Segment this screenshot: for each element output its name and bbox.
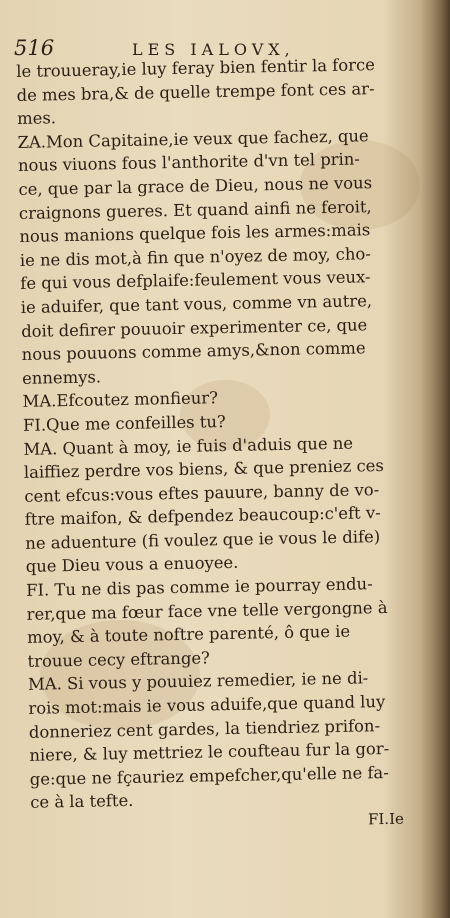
text-line: ge:que ne fçauriez empefcher,qu'elle ne fa- (29, 762, 389, 789)
text-line: trouue cecy eftrange? (27, 648, 211, 671)
body-text (16, 52, 430, 815)
text-line: craignons gueres. Et quand ainfi ne feroit, (18, 196, 372, 223)
text-line: cent efcus:vous eftes pauure, banny de vo- (24, 479, 380, 506)
text-line: de mes bra,& de quelle trempe font ces ar- (16, 78, 375, 105)
catchword: FI.Ie (367, 809, 405, 829)
running-head: LES IALOVX, (132, 40, 295, 59)
text-line: doit defirer pouuoir experimenter ce, que (21, 314, 368, 341)
text-line: MA. Si vous y pouuiez remedier, ie ne di- (27, 668, 369, 695)
text-line: ie aduifer, que tant vous, comme vn autre, (20, 291, 373, 317)
text-line: niere, & luy mettriez le coufteau fur la gor- (29, 739, 390, 766)
text-line: ie ne dis mot,à fin que n'oyez de moy, cho- (19, 243, 371, 270)
text-line: ennemys. (21, 367, 102, 388)
text-line: rois mot:mais ie vous aduife,que quand luy (28, 692, 386, 718)
text-line: ce, que par la grace de Dieu, nous ne vous (18, 173, 373, 199)
text-line: ftre maifon, & defpendez beaucoup:c'eft v- (24, 503, 381, 530)
text-line: laiffiez perdre vos biens, & que preniez ces (23, 456, 384, 483)
text-line: ne aduenture (fi voulez que ie vous le dife) (25, 526, 381, 553)
page-number: 516 (14, 36, 55, 60)
text-line: ce à la tefte. (30, 791, 134, 813)
text-line: le trouueray,ie luy feray bien fentir la force (16, 55, 376, 81)
text-line: donneriez cent gardes, la tiendriez prifon- (28, 715, 381, 742)
text-line: nous manions quelque fois les armes:mais (19, 220, 371, 247)
text-line: mes. (16, 108, 57, 129)
text-line: rer,que ma fœur face vne telle vergongne à (26, 597, 388, 624)
text-line: fe qui vous defplaife:feulement vous veux- (20, 267, 371, 294)
text-line: nous pouuons comme amys,&non comme (21, 338, 366, 365)
text-line: moy, & à toute noftre parenté, ô que ie (26, 621, 351, 648)
text-line: MA.Efcoutez monfieur? (22, 388, 219, 412)
text-line: ZA.Mon Capitaine,ie veux que fachez, que (17, 126, 369, 152)
text-line: que Dieu vous a enuoyee. (25, 553, 239, 577)
text-line: nous viuons fous l'anthorite d'vn tel prin- (17, 149, 361, 176)
text-line: FI. Tu ne dis pas comme ie pourray endu- (26, 574, 373, 600)
text-line: MA. Quant à moy, ie fuis d'aduis que ne (23, 433, 354, 459)
text-line: FI.Que me confeilles tu? (22, 411, 226, 435)
